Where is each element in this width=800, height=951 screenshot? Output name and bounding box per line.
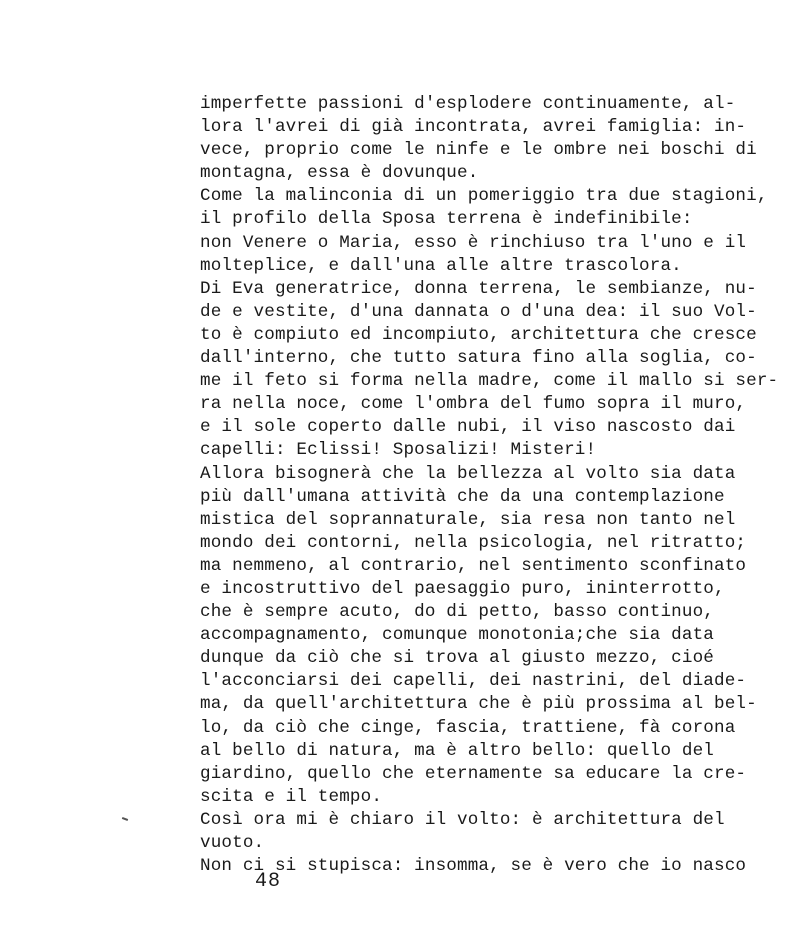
text-line: mistica del soprannaturale, sia resa non tanto nel — [200, 509, 736, 530]
body-text — [200, 93, 780, 878]
text-line: l'acconciarsi dei capelli, dei nastrini, del diade- — [200, 671, 747, 692]
text-line: ra nella noce, come l'ombra del fumo sopra il muro, — [200, 394, 747, 415]
text-line: e il sole coperto dalle nubi, il viso nascosto dai — [200, 417, 736, 438]
text-line: de e vestite, d'una dannata o d'una dea: il suo Vol- — [200, 301, 757, 322]
text-line: capelli: Eclissi! Sposalizi! Misteri! — [200, 440, 597, 461]
text-line: molteplice, e dall'una alle altre trascolora. — [200, 255, 682, 276]
text-line: Allora bisognerà che la bellezza al volto sia data — [200, 463, 736, 484]
text-line: Di Eva generatrice, donna terrena, le sembianze, nu- — [200, 278, 757, 299]
text-line: Così ora mi è chiaro il volto: è architettura del — [200, 809, 725, 830]
text-line: più dall'umana attività che da una contemplazione — [200, 486, 725, 507]
text-line: dunque da ciò che si trova al giusto mezzo, cioé — [200, 648, 714, 669]
text-line: ma nemmeno, al contrario, nel sentimento sconfinato — [200, 555, 747, 576]
text-line: Come la malinconia di un pomeriggio tra due stagioni, — [200, 186, 768, 207]
text-line: accompagnamento, comunque monotonia;che sia data — [200, 625, 714, 646]
text-line: me il feto si forma nella madre, come il mallo si ser- — [200, 371, 779, 392]
text-line: dall'interno, che tutto satura fino alla soglia, co- — [200, 348, 757, 369]
text-line: che è sempre acuto, do di petto, basso continuo, — [200, 602, 714, 623]
text-line: e incostruttivo del paesaggio puro, ininterrotto, — [200, 578, 725, 599]
text-line: al bello di natura, ma è altro bello: quello del — [200, 740, 714, 761]
page-number: 48 — [255, 870, 282, 893]
text-line: scita e il tempo. — [200, 786, 383, 807]
text-line: mondo dei contorni, nella psicologia, nel ritratto; — [200, 532, 747, 553]
text-line: lo, da ciò che cinge, fascia, trattiene, fà corona — [200, 717, 736, 738]
text-line: vece, proprio come le ninfe e le ombre nei boschi di — [200, 140, 757, 161]
text-line: vuoto. — [200, 833, 265, 853]
text-line: lora l'avrei di già incontrata, avrei famiglia: in- — [200, 117, 747, 138]
text-line: giardino, quello che eternamente sa educare la cre- — [200, 763, 747, 784]
text-line: montagna, essa è dovunque. — [200, 163, 479, 184]
text-line: imperfette passioni d'esplodere continuamente, al- — [200, 94, 736, 114]
text-line: il profilo della Sposa terrena è indefinibile: — [200, 209, 693, 230]
ink-speck — [122, 817, 128, 821]
text-line: non Venere o Maria, esso è rinchiuso tra l'uno e il — [200, 232, 747, 253]
text-line: ma, da quell'architettura che è più prossima al bel- — [200, 694, 757, 715]
text-line: Non ci si stupisca: insomma, se è vero che io nasco — [200, 856, 747, 877]
text-line: to è compiuto ed incompiuto, architettura che cresce — [200, 324, 757, 345]
